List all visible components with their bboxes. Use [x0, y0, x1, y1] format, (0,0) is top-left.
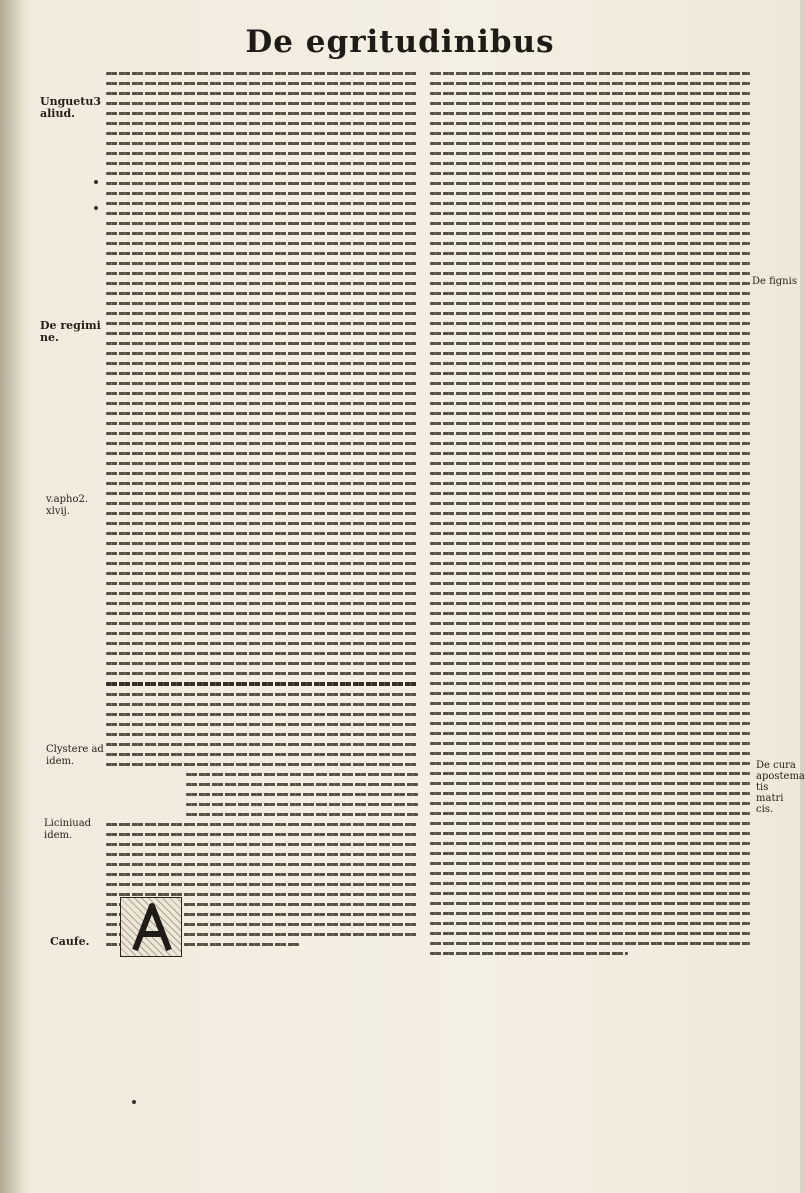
text-line: [430, 672, 750, 675]
text-line: [106, 492, 418, 495]
text-line: [430, 882, 750, 885]
text-line: [106, 472, 418, 475]
text-line: [106, 222, 418, 225]
text-line: [106, 442, 418, 445]
text-line: [430, 952, 628, 955]
text-line: [430, 382, 750, 385]
text-line: [106, 863, 418, 866]
text-line: [430, 302, 750, 305]
text-line: [430, 732, 750, 735]
text-line: [430, 272, 750, 275]
text-line: [430, 752, 750, 755]
decorated-initial-a: [120, 897, 182, 957]
right-text-column: [430, 66, 750, 962]
text-line: [430, 202, 750, 205]
text-line: [430, 462, 750, 465]
text-line: [106, 602, 418, 605]
text-line: [106, 312, 418, 315]
text-line: [106, 572, 418, 575]
text-line: [106, 672, 418, 675]
text-line: [430, 352, 750, 355]
text-line: [430, 362, 750, 365]
text-line: [106, 823, 418, 826]
text-line: [106, 392, 418, 395]
text-line: [106, 202, 418, 205]
text-line: [430, 572, 750, 575]
text-line: [430, 662, 750, 665]
text-line: [430, 852, 750, 855]
text-line: [430, 762, 750, 765]
text-line: [430, 902, 750, 905]
text-line: [430, 82, 750, 85]
margin-note-cura: De cura apostema tis matri cis.: [756, 760, 805, 815]
text-line: [430, 522, 750, 525]
text-line: [430, 262, 750, 265]
text-line: [106, 352, 418, 355]
text-line: [106, 502, 418, 505]
text-line: [430, 792, 750, 795]
text-line: [430, 322, 750, 325]
text-line: [106, 402, 418, 405]
text-line: [430, 162, 750, 165]
text-line: [430, 72, 750, 75]
text-line: [106, 763, 418, 766]
text-line: [106, 382, 418, 385]
text-line: [106, 582, 418, 585]
text-line: [430, 292, 750, 295]
text-line: [106, 72, 418, 75]
text-line: [430, 432, 750, 435]
text-line: [106, 642, 418, 645]
text-line: [106, 302, 418, 305]
text-line: [106, 232, 418, 235]
text-line: [430, 232, 750, 235]
text-line: [186, 813, 418, 816]
text-line: [106, 522, 418, 525]
text-line: [106, 462, 418, 465]
text-line: [430, 282, 750, 285]
text-line: [106, 873, 418, 876]
text-line: [106, 723, 418, 726]
text-line: [106, 753, 418, 756]
text-line: [430, 622, 750, 625]
text-line: [106, 192, 418, 195]
text-line: [186, 793, 418, 796]
text-line: [106, 122, 418, 125]
margin-note-signis: De fignis: [752, 276, 797, 287]
text-line: [106, 82, 418, 85]
text-line: [106, 853, 418, 856]
text-line: [430, 722, 750, 725]
text-line: [430, 502, 750, 505]
text-line: [430, 552, 750, 555]
text-line: [430, 682, 750, 685]
text-line: [430, 132, 750, 135]
initial-a-glyph: [121, 898, 183, 958]
text-line: [106, 682, 418, 686]
text-line: [430, 222, 750, 225]
text-line: [430, 542, 750, 545]
text-line: [106, 262, 418, 265]
text-line: [430, 102, 750, 105]
margin-note-aphorism: v.apho2. xlvij.: [46, 494, 89, 517]
text-line: [106, 282, 418, 285]
paraph-mark: [94, 180, 98, 184]
text-line: [106, 703, 418, 706]
text-line: [106, 482, 418, 485]
text-line: [106, 102, 418, 105]
text-line: [430, 562, 750, 565]
text-line: [430, 372, 750, 375]
text-line: [106, 652, 418, 655]
text-line: [106, 132, 418, 135]
gutter-shadow: [0, 0, 30, 1193]
text-line: [430, 582, 750, 585]
text-line: [186, 773, 418, 776]
text-line: [430, 692, 750, 695]
text-line: [430, 402, 750, 405]
text-line: [106, 162, 418, 165]
text-line: [430, 842, 750, 845]
text-line: [106, 432, 418, 435]
text-line: [106, 532, 418, 535]
text-line: [106, 833, 418, 836]
text-line: [430, 712, 750, 715]
text-line: [106, 552, 418, 555]
text-line: [430, 592, 750, 595]
text-line: [430, 482, 750, 485]
text-line: [106, 212, 418, 215]
text-line: [106, 883, 418, 886]
text-line: [106, 592, 418, 595]
text-line: [430, 632, 750, 635]
text-line: [106, 92, 418, 95]
text-line: [106, 693, 418, 696]
text-line: [106, 372, 418, 375]
text-line: [430, 772, 750, 775]
text-line: [430, 812, 750, 815]
text-line: [430, 242, 750, 245]
text-line: [430, 942, 750, 945]
text-line: [430, 652, 750, 655]
ink-speck: [132, 1100, 136, 1104]
text-line: [430, 532, 750, 535]
text-line: [106, 332, 418, 335]
text-line: [430, 122, 750, 125]
text-line: [106, 612, 418, 615]
text-line: [430, 862, 750, 865]
text-line: [430, 142, 750, 145]
text-line: [430, 802, 750, 805]
text-line: [106, 172, 418, 175]
text-line: [106, 542, 418, 545]
text-line: [106, 893, 418, 896]
text-line: [106, 512, 418, 515]
text-line: [430, 192, 750, 195]
margin-note-cause: Caufe.: [50, 935, 90, 948]
text-line: [106, 843, 418, 846]
text-line: [106, 142, 418, 145]
text-line: [106, 632, 418, 635]
text-line: [430, 702, 750, 705]
text-line: [106, 182, 418, 185]
text-line: [430, 212, 750, 215]
text-line: [430, 472, 750, 475]
text-line: [106, 292, 418, 295]
text-line: [106, 622, 418, 625]
text-line: [186, 803, 418, 806]
text-line: [430, 932, 750, 935]
text-line: [106, 152, 418, 155]
running-head: De egritudinibus: [245, 24, 555, 60]
text-line: [106, 242, 418, 245]
text-line: [430, 422, 750, 425]
text-line: [430, 912, 750, 915]
margin-note-licinium: Liciniuad idem.: [44, 818, 92, 841]
margin-note-regimen: De regimi ne.: [40, 319, 101, 344]
text-line: [430, 602, 750, 605]
paraph-mark: [94, 206, 98, 210]
left-text-column: [106, 66, 418, 953]
text-line: [430, 412, 750, 415]
text-line: [430, 822, 750, 825]
text-line: [430, 152, 750, 155]
text-line: [106, 422, 418, 425]
text-line: [430, 112, 750, 115]
text-line: [430, 312, 750, 315]
text-line: [106, 322, 418, 325]
text-line: [106, 733, 418, 736]
text-line: [106, 362, 418, 365]
text-line: [430, 892, 750, 895]
text-line: [430, 172, 750, 175]
text-line: [430, 332, 750, 335]
text-line: [430, 392, 750, 395]
text-line: [430, 442, 750, 445]
text-line: [430, 512, 750, 515]
text-line: [106, 662, 418, 665]
text-line: [430, 642, 750, 645]
text-line: [106, 412, 418, 415]
text-line: [430, 922, 750, 925]
text-line: [106, 562, 418, 565]
text-line: [106, 252, 418, 255]
text-line: [106, 272, 418, 275]
text-line: [430, 872, 750, 875]
text-line: [106, 112, 418, 115]
text-line: [106, 743, 418, 746]
text-line: [106, 342, 418, 345]
text-line: [430, 252, 750, 255]
margin-note-unguentum: Unguetu3 aliud.: [40, 95, 102, 120]
text-line: [106, 452, 418, 455]
text-line: [106, 713, 418, 716]
text-line: [430, 782, 750, 785]
text-line: [430, 92, 750, 95]
text-line: [430, 452, 750, 455]
text-line: [430, 832, 750, 835]
text-line: [430, 342, 750, 345]
text-line: [430, 182, 750, 185]
text-line: [430, 492, 750, 495]
text-line: [430, 612, 750, 615]
text-line: [430, 742, 750, 745]
text-line: [186, 783, 418, 786]
margin-note-clystere: Clystere ad idem.: [46, 744, 104, 767]
